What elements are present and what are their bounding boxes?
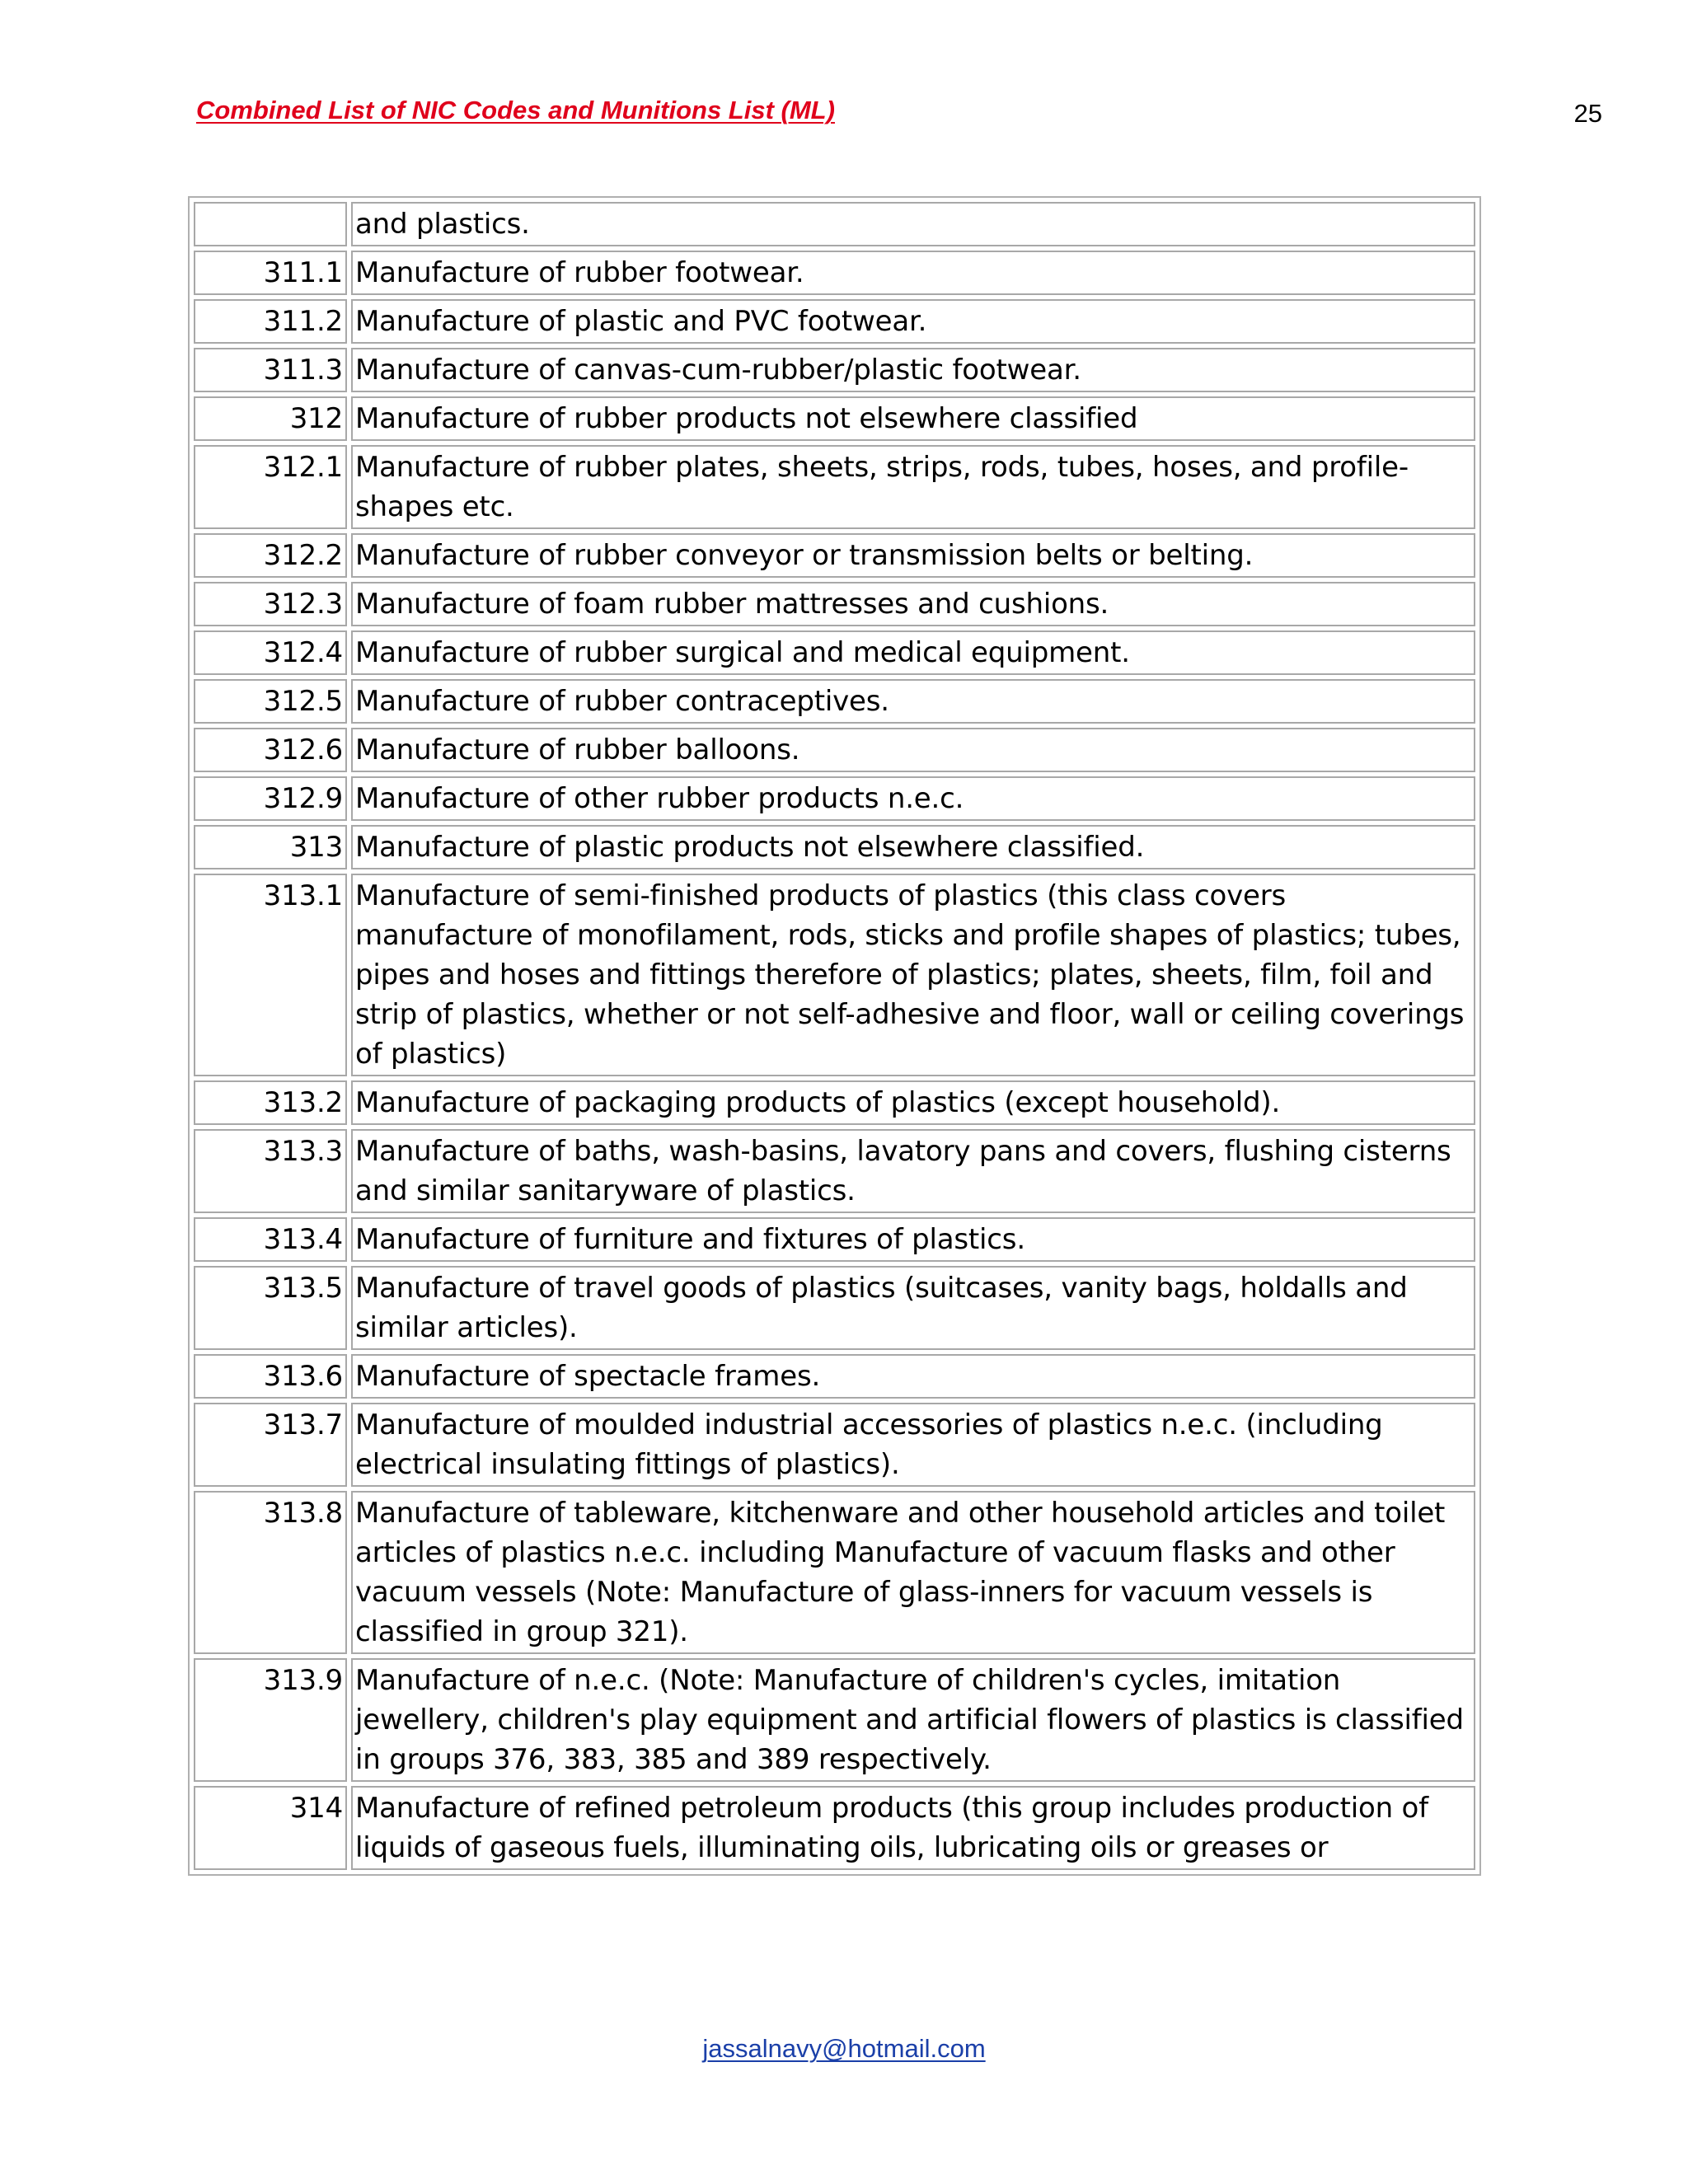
table-row	[194, 202, 1475, 246]
nic-description: and plastics.	[351, 202, 1475, 246]
table-row	[194, 1354, 1475, 1399]
table-row	[194, 728, 1475, 772]
table-row	[194, 533, 1475, 578]
nic-description: Manufacture of rubber conveyor or transmission belts or belting.	[351, 533, 1475, 578]
table-row	[194, 299, 1475, 344]
footer	[0, 2036, 1688, 2061]
nic-code: 312.6	[194, 728, 347, 772]
nic-code: 311.3	[194, 348, 347, 392]
nic-code: 313.2	[194, 1080, 347, 1125]
page-title: Combined List of NIC Codes and Munitions List (ML)	[196, 96, 835, 124]
nic-description: Manufacture of spectacle frames.	[351, 1354, 1475, 1399]
table-row	[194, 1266, 1475, 1350]
nic-code: 314	[194, 1786, 347, 1870]
nic-description: Manufacture of refined petroleum products (this group includes production of liquids of gaseous fuels, illuminating oils, lubricating oils or greases or	[351, 1786, 1475, 1870]
nic-description: Manufacture of rubber surgical and medical equipment.	[351, 630, 1475, 675]
nic-code: 313.9	[194, 1658, 347, 1782]
nic-description: Manufacture of tableware, kitchenware and other household articles and toilet articles of plastics n.e.c. including Manufacture of vacuum flasks and other vacuum vessels (Note: Manufacture of glass-inners for vacuum vessels is classified in group 321).	[351, 1491, 1475, 1654]
nic-description: Manufacture of packaging products of plastics (except household).	[351, 1080, 1475, 1125]
table-row	[194, 348, 1475, 392]
nic-description: Manufacture of other rubber products n.e.c.	[351, 776, 1475, 821]
nic-code: 313	[194, 825, 347, 869]
nic-code: 312.4	[194, 630, 347, 675]
nic-code: 312	[194, 396, 347, 441]
table-row	[194, 1786, 1475, 1870]
nic-code: 313.1	[194, 874, 347, 1076]
nic-code	[194, 202, 347, 246]
table-row	[194, 825, 1475, 869]
table-row	[194, 396, 1475, 441]
nic-code: 313.5	[194, 1266, 347, 1350]
nic-code: 312.5	[194, 679, 347, 724]
nic-code: 313.7	[194, 1403, 347, 1487]
nic-codes-table	[188, 196, 1481, 1876]
table-row	[194, 1080, 1475, 1125]
nic-code: 312.9	[194, 776, 347, 821]
nic-description: Manufacture of foam rubber mattresses and cushions.	[351, 582, 1475, 626]
table-row	[194, 776, 1475, 821]
nic-description: Manufacture of rubber products not elsewhere classified	[351, 396, 1475, 441]
nic-description: Manufacture of canvas-cum-rubber/plastic footwear.	[351, 348, 1475, 392]
table-row	[194, 1658, 1475, 1782]
table-row	[194, 251, 1475, 295]
table-row	[194, 874, 1475, 1076]
table-row	[194, 582, 1475, 626]
nic-code: 312.1	[194, 445, 347, 529]
table-row	[194, 1491, 1475, 1654]
nic-code: 313.8	[194, 1491, 347, 1654]
nic-description: Manufacture of rubber plates, sheets, strips, rods, tubes, hoses, and profile-shapes etc.	[351, 445, 1475, 529]
nic-description: Manufacture of semi-finished products of plastics (this class covers manufacture of monofilament, rods, sticks and profile shapes of plastics; tubes, pipes and hoses and fittings therefore of plastics; plates, sheets, film, foil and strip of plastics, whether or not self-adhesive and floor, wall or ceiling coverings of plastics)	[351, 874, 1475, 1076]
nic-description: Manufacture of rubber contraceptives.	[351, 679, 1475, 724]
nic-description: Manufacture of furniture and fixtures of plastics.	[351, 1217, 1475, 1262]
table-row	[194, 679, 1475, 724]
footer-email-link[interactable]: jassalnavy@hotmail.com	[702, 2034, 986, 2063]
table-row	[194, 630, 1475, 675]
nic-code: 312.2	[194, 533, 347, 578]
table-row	[194, 445, 1475, 529]
nic-code: 311.2	[194, 299, 347, 344]
nic-description: Manufacture of n.e.c. (Note: Manufacture of children's cycles, imitation jewellery, children's play equipment and artificial flowers of plastics is classified in groups 376, 383, 385 and 389 respectively.	[351, 1658, 1475, 1782]
table-row	[194, 1129, 1475, 1213]
nic-description: Manufacture of rubber balloons.	[351, 728, 1475, 772]
nic-description: Manufacture of moulded industrial accessories of plastics n.e.c. (including electrical insulating fittings of plastics).	[351, 1403, 1475, 1487]
nic-description: Manufacture of plastic and PVC footwear.	[351, 299, 1475, 344]
table-row	[194, 1217, 1475, 1262]
nic-code: 311.1	[194, 251, 347, 295]
nic-code: 313.3	[194, 1129, 347, 1213]
page-number: 25	[1573, 99, 1602, 128]
table-row	[194, 1403, 1475, 1487]
nic-code: 313.6	[194, 1354, 347, 1399]
nic-description: Manufacture of plastic products not elsewhere classified.	[351, 825, 1475, 869]
nic-description: Manufacture of travel goods of plastics (suitcases, vanity bags, holdalls and similar articles).	[351, 1266, 1475, 1350]
nic-code: 313.4	[194, 1217, 347, 1262]
nic-description: Manufacture of baths, wash-basins, lavatory pans and covers, flushing cisterns and similar sanitaryware of plastics.	[351, 1129, 1475, 1213]
nic-code: 312.3	[194, 582, 347, 626]
nic-codes-table-body	[194, 202, 1475, 1870]
nic-description: Manufacture of rubber footwear.	[351, 251, 1475, 295]
